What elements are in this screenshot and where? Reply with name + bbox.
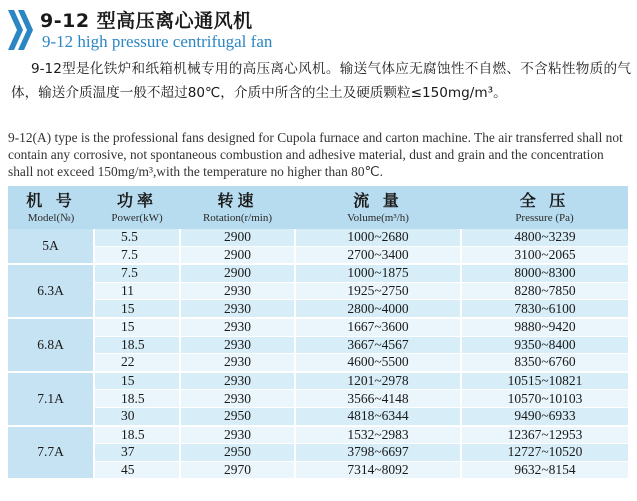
rotation-cell: 2930: [180, 354, 295, 372]
table-row: [8, 229, 628, 246]
rotation-cell: 2900: [180, 246, 295, 264]
description-english: 9-12(A) type is the professional fans designed for Cupola furnace and carton machine. The air transferred shall not contain any corrosive, not spontaneous combustion and adhesive material, dust and grain and the concentration shall not exceed 150mg/m³,with the temperature no higher than 80℃.: [8, 130, 623, 179]
table-body: [8, 229, 628, 479]
rotation-cell: 2930: [180, 318, 295, 336]
pressure-cell: 9880~9420: [461, 318, 628, 336]
table-row: [8, 372, 628, 390]
column-header-en: Pressure (Pa): [515, 211, 574, 224]
power-cell: 11: [94, 282, 180, 300]
volume-cell: 2800~4000: [295, 300, 461, 318]
column-header-pressure: [461, 186, 628, 229]
pressure-cell: 10570~10103: [461, 390, 628, 408]
power-cell: 5.5: [94, 229, 180, 246]
table-row: [8, 461, 628, 479]
column-header-cn: 功率: [116, 190, 157, 210]
volume-cell: 4600~5500: [295, 354, 461, 372]
table-row: [8, 426, 628, 444]
column-header-en: Volume(m³/h): [347, 211, 409, 224]
model-cell: 5A: [8, 229, 94, 264]
table-row: [8, 407, 628, 425]
rotation-cell: 2970: [180, 461, 295, 479]
volume-cell: 1201~2978: [295, 372, 461, 390]
pressure-cell: 9350~8400: [461, 336, 628, 354]
table-row: [8, 318, 628, 336]
power-cell: 18.5: [94, 390, 180, 408]
power-cell: 45: [94, 461, 180, 479]
rotation-cell: 2950: [180, 407, 295, 425]
rotation-cell: 2930: [180, 336, 295, 354]
rotation-cell: 2930: [180, 282, 295, 300]
model-cell: 7.1A: [8, 372, 94, 426]
column-header-cn: 机 号: [26, 190, 76, 210]
rotation-cell: 2930: [180, 300, 295, 318]
chevron-right-icon: [6, 8, 36, 52]
model-cell: 6.8A: [8, 318, 94, 372]
model-cell: 6.3A: [8, 264, 94, 318]
rotation-cell: 2950: [180, 444, 295, 462]
spec-table: [8, 186, 628, 480]
pressure-cell: 4800~3239: [461, 229, 628, 246]
rotation-cell: 2930: [180, 426, 295, 444]
column-header-en: Model(№): [27, 211, 75, 224]
table-row: [8, 444, 628, 462]
column-header-rotation: [180, 186, 295, 229]
model-cell: 7.7A: [8, 426, 94, 480]
table-row: [8, 354, 628, 372]
pressure-cell: 8350~6760: [461, 354, 628, 372]
pressure-cell: 7830~6100: [461, 300, 628, 318]
power-cell: 22: [94, 354, 180, 372]
table-row: [8, 336, 628, 354]
pressure-cell: 9632~8154: [461, 461, 628, 479]
pressure-cell: 10515~10821: [461, 372, 628, 390]
power-cell: 37: [94, 444, 180, 462]
table-row: [8, 246, 628, 264]
power-cell: 30: [94, 407, 180, 425]
column-header-cn: 全 压: [519, 190, 570, 210]
power-cell: 7.5: [94, 246, 180, 264]
column-header-power: [94, 186, 180, 229]
table-header: [8, 186, 628, 229]
power-cell: 7.5: [94, 264, 180, 282]
column-header-en: Power(kW): [111, 211, 163, 224]
power-cell: 18.5: [94, 336, 180, 354]
volume-cell: 3667~4567: [295, 336, 461, 354]
rotation-cell: 2900: [180, 264, 295, 282]
volume-cell: 7314~8092: [295, 461, 461, 479]
table-row: [8, 390, 628, 408]
column-header-volume: [295, 186, 461, 229]
volume-cell: 1000~2680: [295, 229, 461, 246]
pressure-cell: 12727~10520: [461, 444, 628, 462]
column-header-model: [8, 186, 94, 229]
volume-cell: 1532~2983: [295, 426, 461, 444]
column-header-cn: 转速: [217, 190, 258, 210]
power-cell: 18.5: [94, 426, 180, 444]
table-row: [8, 300, 628, 318]
volume-cell: 4818~6344: [295, 407, 461, 425]
pressure-cell: 9490~6933: [461, 407, 628, 425]
volume-cell: 1000~1875: [295, 264, 461, 282]
pressure-cell: 12367~12953: [461, 426, 628, 444]
power-cell: 15: [94, 300, 180, 318]
rotation-cell: 2930: [180, 390, 295, 408]
column-header-cn: 流 量: [353, 190, 403, 210]
volume-cell: 3798~6697: [295, 444, 461, 462]
pressure-cell: 8000~8300: [461, 264, 628, 282]
power-cell: 15: [94, 372, 180, 390]
page-title: 9-12 型高压离心通风机: [40, 10, 253, 32]
pressure-cell: 3100~2065: [461, 246, 628, 264]
table-row: [8, 264, 628, 282]
volume-cell: 3566~4148: [295, 390, 461, 408]
volume-cell: 1667~3600: [295, 318, 461, 336]
page-subtitle: 9-12 high pressure centrifugal fan: [42, 32, 273, 51]
power-cell: 15: [94, 318, 180, 336]
rotation-cell: 2930: [180, 372, 295, 390]
pressure-cell: 8280~7850: [461, 282, 628, 300]
column-header-en: Rotation(r/min): [202, 211, 273, 224]
rotation-cell: 2900: [180, 229, 295, 246]
table-row: [8, 282, 628, 300]
volume-cell: 2700~3400: [295, 246, 461, 264]
description-chinese: 9-12型是化铁炉和纸箱机械专用的高压离心风机。输送气体应无腐蚀性不自燃、不含粘性物质的气体，输送介质温度一般不超过80℃，介质中所含的尘土及硬质颗粒≤150mg/m³。: [11, 61, 631, 101]
volume-cell: 1925~2750: [295, 282, 461, 300]
